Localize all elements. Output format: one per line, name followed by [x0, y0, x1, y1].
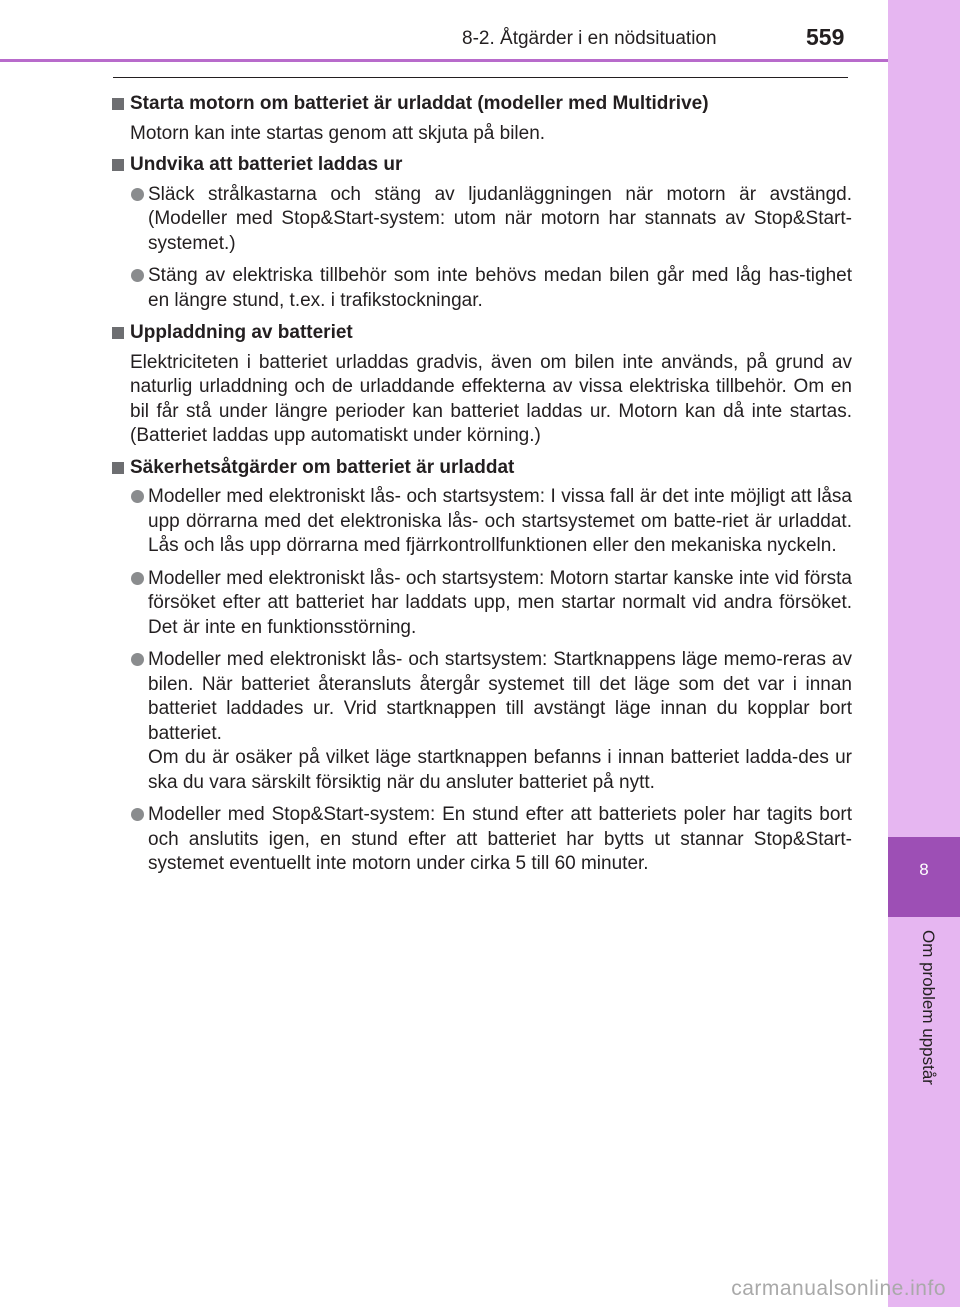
paragraph: Elektriciteten i batteriet urladdas gradvis, även om bilen inte används, på grund av naturlig urladdning och de urladdande effekterna av vissa elektriska tillbehör. Om en bil får stå under längre perioder kan batteriet laddas ur. Motorn kan då inte startas. (Batteriet laddas upp automatiskt under körning.): [130, 351, 852, 446]
chapter-number: 8: [919, 860, 929, 879]
heading-text: Undvika att batteriet laddas ur: [130, 154, 403, 175]
list-item-text: Släck strålkastarna och stäng av ljudanläggningen när motorn är avstängd. (Modeller med Stop&Start-system: utom när motorn har stannats av Stop&Start-systemet.): [148, 183, 852, 254]
list-item-text: Modeller med elektroniskt lås- och startsystem: Motorn startar kanske inte vid första försöket efter att batteriet har laddats upp, men startar normalt vid andra försöket. Det är inte en funktionsstörning.: [148, 567, 852, 638]
paragraph: Motorn kan inte startas genom att skjuta på bilen.: [130, 122, 546, 144]
circle-bullet-icon: [131, 188, 144, 201]
chapter-side-tab: [888, 0, 960, 1307]
list-item-text: Stäng av elektriska tillbehör som inte behövs medan bilen går med låg has-tighet en längre stund, t.ex. i trafikstockningar.: [148, 265, 852, 311]
content-divider: [113, 77, 848, 78]
section-heading: [112, 321, 852, 346]
watermark: carmanualsonline.info: [731, 1277, 946, 1300]
section-precautions: [112, 456, 852, 877]
list-item: [112, 183, 852, 257]
heading-text: Säkerhetsåtgärder om batteriet är urladdat: [130, 456, 515, 478]
heading-text: Uppladdning av batteriet: [130, 322, 353, 343]
section-title: 8-2. Åtgärder i en nödsituation: [462, 28, 717, 49]
list-item-text: Modeller med Stop&Start-system: En stund efter att batteriets poler har tagits bort och anslutits igen, en stund efter att batteriet har bytts ut stannar Stop&Start-systemet eventuellt inte motorn under cirka 5 till 60 minuter.: [148, 804, 852, 874]
list-item: [112, 485, 852, 559]
circle-bullet-icon: [131, 572, 144, 585]
list-item-text-continued: Om du är osäker på vilket läge startknappen befanns i innan batteriet ladda-des ur ska du vara särskilt försiktig när du ansluter batteriet på nytt.: [148, 747, 852, 793]
section-heading: [112, 456, 852, 481]
page-content: [112, 92, 852, 885]
chapter-label: Om problem uppstår: [919, 930, 938, 1085]
page-header: [0, 0, 888, 60]
header-divider: [0, 59, 888, 62]
page-number: 559: [806, 24, 845, 50]
section-recharging: [112, 321, 852, 449]
heading-text: Starta motorn om batteriet är urladdat (modeller med Multidrive): [130, 93, 709, 114]
list-item: [112, 803, 852, 877]
circle-bullet-icon: [131, 653, 144, 666]
list-item: [112, 567, 852, 641]
section-heading: [112, 92, 852, 117]
list-item: [112, 648, 852, 795]
list-item-text: Modeller med elektroniskt lås- och startsystem: I vissa fall är det inte möjligt att låsa upp dörrarna med det elektroniska lås- och startsystemet om batte-riet är urladdat. Lås och lås upp dörrarna med fjärrkontrollfunktionen eller den mekaniska nyckeln.: [148, 486, 852, 556]
circle-bullet-icon: [131, 808, 144, 821]
section-heading: [112, 153, 852, 178]
circle-bullet-icon: [131, 490, 144, 503]
square-bullet-icon: [112, 462, 124, 474]
section-multidrive-start: [112, 92, 852, 146]
section-avoid-discharge: [112, 153, 852, 313]
square-bullet-icon: [112, 159, 124, 171]
square-bullet-icon: [112, 327, 124, 339]
list-item-text: Modeller med elektroniskt lås- och startsystem: Startknappens läge memo-reras av bilen. När batteriet återansluts återgår systemet till det läge som det var i innan batteriet laddades ur. Vrid startknappen till avstängt läge innan du kopplar bort batteriet.: [148, 649, 852, 744]
square-bullet-icon: [112, 98, 124, 110]
list-item: [112, 264, 852, 313]
circle-bullet-icon: [131, 269, 144, 282]
